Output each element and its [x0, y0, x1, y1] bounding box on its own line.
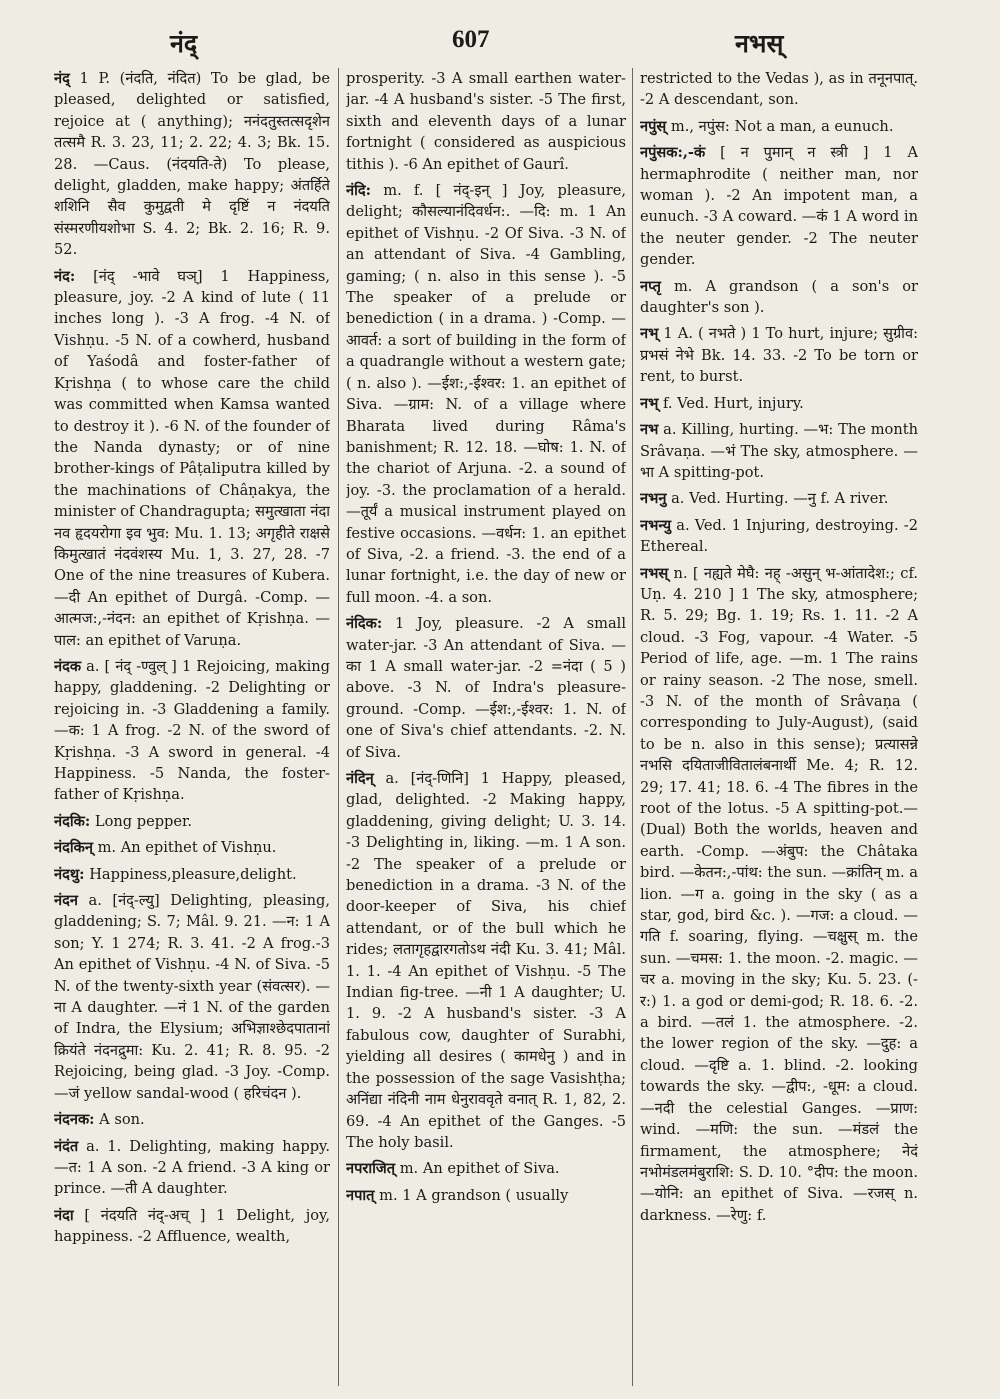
entry-headword: नंदनक:: [54, 1111, 95, 1129]
entry-text: a. [नंद्-णिनि] 1 Happy, pleased, glad, delighted. -2 Making happy, gladdening, giving delight; U. 3. 14. -3 Delighting in, liking. —m. 1 A son. -2 The speaker of a prelude or benediction in a drama. -3 N. of the door-keeper of Siva, his chief attendant, or of the bull which he rides; लतागृहद्वारगतोऽथ नंदी Ku. 3. 41; Mâl. 1. 1. -4 An epithet of Vishṇu. -5 The Indian fig-tree. —नी 1 A daughter; U. 1. 9. -2 A husband's sister. -3 A fabulous cow, daughter of Surabhi, yielding all desires ( कामधेनु ) and in the possession of the sage Vasishṭha; अनिंद्या नंदिनी नाम धेनुराववृते वनात् R. 1, 82, 2. 69. -4 An epithet of the Ganges. -5 The holy basil.: [346, 770, 626, 1151]
entry-text: f. Ved. Hurt, injury.: [658, 394, 804, 412]
entry-text: [ नंदयति नंद्-अच् ] 1 Delight, joy, happiness. -2 Affluence, wealth,: [54, 1206, 330, 1246]
entry-headword: नंदकिन्: [54, 839, 93, 857]
dictionary-entry: [640, 393, 918, 414]
dictionary-entry: [54, 1109, 330, 1130]
entry-headword: नपात्: [346, 1186, 375, 1204]
left-guide-word: नंद्: [170, 29, 198, 58]
dictionary-entry: [640, 323, 918, 387]
entry-text: [नंद् -भावे घञ्] 1 Happiness, pleasure, joy. -2 A kind of lute ( 11 inches long ). -3 A frog. -4 N. of Vishṇu. -5 N. of a cowherd, husband of Yaśodâ and foster-father of Kṛishṇa ( to whose care the child was committed when Kamsa wanted to destroy it ). -6 N. of the founder of the Nanda dynasty; or of nine brother-kings of Pâṭaliputra killed by the machinations of Châṇakya, the minister of Chandragupta; समुत्खाता नंदा नव हृदयरोगा इव भुव: Mu. 1. 13; अगृहीते राक्षसे किमुत्खातं नंदवंशस्य Mu. 1, 3. 27, 28. -7 One of the nine treasures of Kubera. —दी An epithet of Durgâ. -Comp. —आत्मज:,-नंदन: an epithet of Kṛishṇa. —पाल: an epithet of Varuṇa.: [54, 267, 330, 649]
dictionary-entry: [54, 68, 330, 261]
dictionary-entry: [346, 1158, 626, 1179]
entry-headword: नभ्: [640, 325, 659, 343]
dictionary-entry: [346, 180, 626, 608]
entry-headword: नपराजित्: [346, 1160, 396, 1178]
entry-headword: नभनु: [640, 490, 667, 508]
entry-text: A son.: [94, 1111, 145, 1129]
dictionary-entry: [54, 837, 330, 858]
page-number: 607: [452, 26, 490, 53]
entry-text: prosperity. -3 A small earthen water-jar. -4 A husband's sister. -5 The first, sixth and eleventh days of a lunar fortnight ( considered as auspicious tithis ). -6 An epithet of Gaurî.: [346, 70, 626, 173]
entry-text: a. 1. Delighting, making happy. —त: 1 A son. -2 A friend. -3 A king or prince. —ती A daughter.: [54, 1137, 330, 1198]
dictionary-entry: [54, 656, 330, 806]
entry-text: a. Ved. Hurting. —नु f. A river.: [666, 490, 889, 508]
entry-text: a. [ नंद् -ण्वुल् ] 1 Rejoicing, making happy, gladdening. -2 Delighting or rejoicing in. -3 Gladdening a family. —क: 1 A frog. -2 N. of the sword of Kṛishṇa. -3 A sword in general. -4 Happiness. -5 Nanda, the foster-father of Kṛishṇa.: [54, 657, 330, 804]
entry-headword: नंदथु:: [54, 865, 85, 883]
column-1: [54, 68, 330, 1386]
column-2: [346, 68, 626, 1386]
entry-headword: नभस्: [640, 564, 669, 582]
entry-headword: नभ: [640, 421, 659, 439]
entry-text: n. [ नह्यते मेघै: नह् -असुन् भ-आंतादेश:; cf. Uṇ. 4. 210 ] 1 The sky, atmosphere; R. 5. 29; Bg. 1. 19; Rs. 1. 11. -2 A cloud. -3 Fog, vapour. -4 Water. -5 Period of life, age. —m. 1 The rains or rainy season. -2 The nose, smell. -3 N. of the month of Srâvaṇa ( corresponding to July-August), (said to be n. also in this sense); प्रत्यासन्ने नभसि दयिताजीवितालंबनार्थी Me. 4; R. 12. 29; 17. 41; 18. 6. -4 The fibres in the root of the lotus. -5 A spitting-pot.—(Dual) Both the worlds, heaven and earth. -Comp. —अंबुप: the Châtaka bird. —केतन:,-पांथ: the sun. —क्रांतिन् m. a lion. —ग a. going in the sky ( as a star, god, bird &c. ). —गज: a cloud. —गति f. soaring, flying. —चक्षुस् m. the sun. —चमस: 1. the moon. -2. magic. —चर a. moving in the sky; Ku. 5. 23. (-र:) 1. a god or demi-god; R. 18. 6. -2. a bird. —तलं 1. the atmosphere. -2. the lower region of the sky. —दुह: a cloud. —दृष्टि a. 1. blind. -2. looking towards the sky. —द्वीप:, -धूम: a cloud. —नदी the celestial Ganges. —प्राण: wind. —मणि: the sun. —मंडलं the firmament, the atmosphere; नेदं नभोमंडलमंबुराशि: S. D. 10. °दीप: the moon. —योनि: an epithet of Siva. —रजस् n. darkness. —रेणु: f.: [640, 564, 918, 1224]
dictionary-entry: [54, 811, 330, 832]
entry-text: [ न पुमान् न स्त्री ] 1 A hermaphrodite ( neither man, nor woman ). -2 An impotent man, a eunuch. -3 A coward. —कं 1 A word in the neuter gender. -2 The neuter gender.: [640, 144, 918, 269]
dictionary-entry: [640, 116, 918, 137]
entry-text: a. Killing, hurting. —भ: The month Srâvaṇa. —भं The sky, atmosphere. —भा A spitting-pot.: [640, 421, 918, 481]
entry-headword: नभन्यु: [640, 516, 672, 534]
entry-text: 1 Joy, pleasure. -2 A small water-jar. -3 An attendant of Siva. —का 1 A small water-jar. -2 =नंदा ( 5 ) above. -3 N. of Indra's pleasure-ground. -Comp. —ईश:,-ईश्वर: 1. N. of one of Siva's chief attendants. -2. N. of Siva.: [346, 615, 626, 761]
column-divider: [338, 68, 339, 1386]
entry-headword: नभ्: [640, 394, 659, 412]
dictionary-entry: [640, 419, 918, 483]
dictionary-entry: [640, 142, 918, 270]
dictionary-entry: [346, 68, 626, 175]
entry-headword: नप्तृ: [640, 277, 661, 295]
entry-text: 1 A. ( नभते ) 1 To hurt, injure; सुग्रीव: प्रभसं नेभे Bk. 14. 33. -2 To be torn or rent, to burst.: [640, 325, 918, 386]
entry-headword: नंदि:: [346, 182, 372, 200]
entry-text: 1 P. (नंदति, नंदित) To be glad, be pleased, delighted or satisfied, rejoice at ( anything); ननंदतुस्तत्सदृशेन तत्समै R. 3. 23, 11; 2. 22; 4. 3; Bk. 15. 28. —Caus. (नंदयति-ते) To please, delight, gladden, make happy; अंतर्हिते शशिनि सैव कुमुद्वती मे दृष्टिं न नंदयति संस्मरणीयशोभा S. 4. 2; Bk. 2. 16; R. 9. 52.: [54, 70, 330, 259]
right-guide-word: नभस्: [735, 29, 784, 58]
dictionary-entry: [54, 864, 330, 885]
column-3: [640, 68, 918, 1386]
entry-headword: नंदन: [54, 892, 78, 910]
dictionary-entry: [640, 276, 918, 319]
dictionary-entry: [54, 266, 330, 651]
entry-text: a. [नंद्-ल्यु] Delighting, pleasing, gladdening; S. 7; Mâl. 9. 21. —न: 1 A son; Y. 1 274; R. 3. 41. -2 A frog.-3 An epithet of Vishṇu. -4 N. of Siva. -5 N. of the twenty-sixth year (संवत्सर). —ना A daughter. —नं 1 N. of the garden of Indra, the Elysium; अभिज्ञाश्छेदपातानां क्रियंते नंदनद्रुमा: Ku. 2. 41; R. 8. 95. -2 Rejoicing, being glad. -3 Joy. -Comp. —जं yellow sandal-wood ( हरिचंदन ).: [54, 892, 330, 1102]
column-divider: [632, 68, 633, 1386]
entry-headword: नंदिक:: [346, 615, 383, 633]
dictionary-entry: [640, 68, 918, 111]
entry-text: m., नपुंस: Not a man, a eunuch.: [666, 117, 894, 135]
dictionary-entry: [640, 488, 918, 509]
dictionary-entry: [54, 1205, 330, 1248]
dictionary-entry: [346, 613, 626, 763]
entry-headword: नंदिन्: [346, 770, 374, 787]
entry-text: a. Ved. 1 Injuring, destroying. -2 Ethereal.: [640, 516, 918, 556]
dictionary-entry: [346, 1185, 626, 1206]
entry-text: m. 1 A grandson ( usually: [374, 1186, 569, 1204]
entry-text: m. A grandson ( a son's or daughter's son ).: [640, 277, 918, 317]
entry-headword: नंद:: [54, 267, 76, 285]
dictionary-entry: [54, 1136, 330, 1200]
dictionary-entry: [346, 768, 626, 1153]
entry-text: m. An epithet of Vishṇu.: [92, 839, 277, 857]
entry-headword: नंदक: [54, 657, 82, 675]
dictionary-entry: [640, 563, 918, 1227]
entry-headword: नपुंसक:,-कं: [640, 144, 706, 162]
entry-headword: नपुंस्: [640, 117, 667, 135]
entry-headword: नंदंत: [54, 1137, 79, 1155]
entry-headword: नंदा: [54, 1206, 74, 1224]
dictionary-entry: [640, 515, 918, 558]
entry-text: m. An epithet of Siva.: [395, 1160, 560, 1178]
dictionary-entry: [54, 890, 330, 1104]
page-header: [0, 26, 1000, 66]
entry-text: m. f. [ नंद्-इन् ] Joy, pleasure, delight; कौसल्यानंदिवर्धन:. —दि: m. 1 An epithet of Vishṇu. -2 Of Siva. -3 N. of an attendant of Siva. -4 Gambling, gaming; ( n. also in this sense ). -5 The speaker of a prelude or benediction ( in a drama. ) -Comp. —आवर्त: a sort of building in the form of a quadrangle without a western gate; ( n. also ). —ईश:,-ईश्वर: 1. an epithet of Siva. —ग्राम: N. of a village where Bharata lived during Râma's banishment; R. 12. 18. —घोष: 1. N. of the chariot of Arjuna. -2. a sound of joy. -3. the proclamation of a herald. —तूर्यं a musical instrument played on festive occasions. —वर्धन: 1. an epithet of Siva, -2. a friend. -3. the end of a lunar fortnight, i.e. the day of new or full moon. -4. a son.: [346, 182, 626, 606]
entry-text: Happiness,pleasure,delight.: [84, 865, 297, 883]
entry-text: Long pepper.: [90, 812, 193, 830]
entry-headword: नंद्: [54, 70, 70, 87]
entry-text: restricted to the Vedas ), as in तनूनपात्. -2 A descendant, son.: [640, 70, 918, 109]
entry-headword: नंदकि:: [54, 812, 91, 830]
